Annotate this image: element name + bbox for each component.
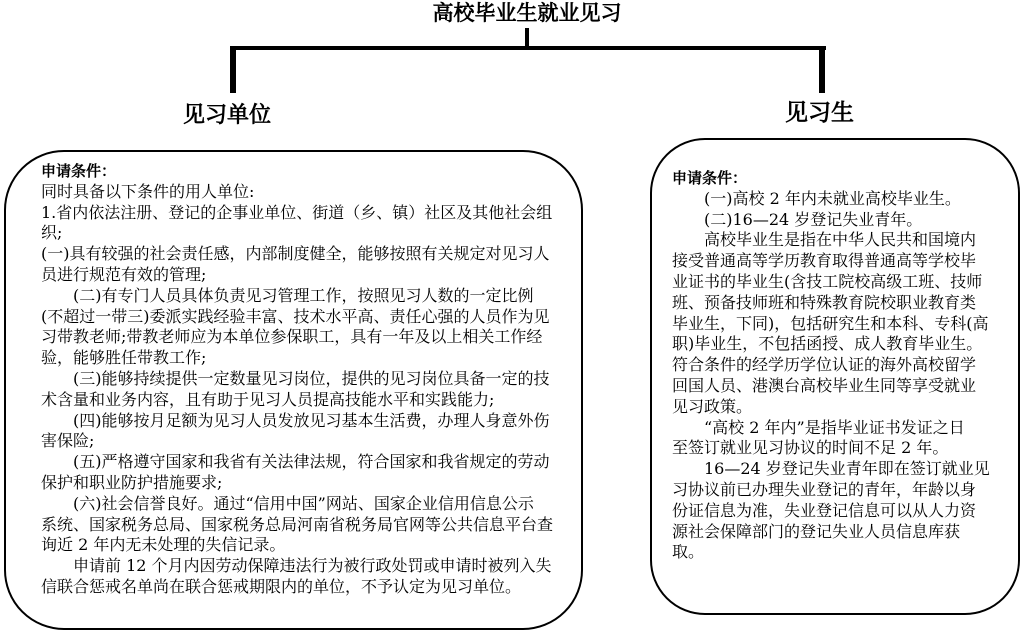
trainee-condition-line: (一)高校 2 年内未就业高校毕业生。 [704,188,961,208]
connector-horizontal [231,46,826,50]
unit-condition-line: (三)能够持续提供一定数量见习岗位，提供的见习岗位具备一定的技 [73,368,550,388]
unit-conditions-heading: 申请条件： [41,162,117,180]
unit-condition-line: (五)严格遵守国家和我省有关法律法规，符合国家和我省规定的劳动 [73,452,550,472]
trainee-condition-line: 16—24 岁登记失业青年即在签订就业见 [704,459,990,479]
trainee-condition-line: “高校 2 年内”是指毕业证书发证之日 [704,417,965,437]
trainee-condition-line: 职)毕业生，不包括函授、成人教育毕业生。 [672,334,983,354]
unit-condition-line: 员进行规范有效的管理; [41,264,207,284]
trainee-conditions-heading: 申请条件： [672,169,748,187]
trainee-condition-line: 见习政策。 [672,396,753,416]
unit-condition-line: 验，能够胜任带教工作; [41,348,207,368]
unit-condition-line: (四)能够按月足额为见习人员发放见习基本生活费，办理人身意外伤 [73,410,550,430]
unit-conditions-box [4,150,583,630]
trainee-condition-line: 符合条件的经学历学位认证的海外高校留学 [672,355,977,375]
unit-condition-line: (六)社会信誉良好。通过“信用中国”网站、国家企业信用信息公示 [73,493,534,513]
unit-condition-line: 保护和职业防护措施要求; [41,472,223,492]
trainee-condition-line: 份证信息为准，失业登记信息可以从人力资 [672,500,977,520]
connector-left-drop [230,46,236,93]
branch-label-trainee: 见习生 [785,99,854,126]
trainee-condition-line: (二)16—24 岁登记失业青年。 [704,209,923,229]
unit-condition-line: 织; [41,223,63,243]
unit-condition-line: (二)有专门人员具体负责见习管理工作，按照见习人数的一定比例 [73,285,534,305]
unit-condition-line: 术含量和业务内容，且有助于见习人员提高技能水平和实践能力; [41,389,495,409]
unit-condition-line: 1.省内依法注册、登记的企事业单位、街道（乡、镇）社区及其他社会组 [41,202,553,222]
unit-condition-line: (不超过一带三)委派实践经验丰富、技术水平高、责任心强的人员作为见 [41,306,550,326]
connector-right-drop [819,46,825,93]
trainee-condition-line: 接受普通高等学历教育取得普通高等学校毕 [672,251,977,271]
trainee-condition-line: 毕业生，下同)，包括研究生和本科、专科(高 [672,313,989,333]
unit-condition-line: 习带教老师;带教老师应为本单位参保职工，具有一年及以上相关工作经 [41,327,543,347]
unit-condition-line: 信联合惩戒名单尚在联合惩戒期限内的单位，不予认定为见习单位。 [41,576,522,596]
trainee-condition-line: 至签订就业见习协议的时间不足 2 年。 [672,438,949,458]
unit-condition-line: (一)具有较强的社会责任感，内部制度健全，能够按照有关规定对见习人 [41,244,550,264]
unit-condition-line: 申请前 12 个月内因劳动保障违法行为被行政处罚或申请时被列入失 [73,556,552,576]
trainee-condition-line: 班、预备技师班和特殊教育院校职业教育类 [672,292,977,312]
trainee-condition-line: 回国人员、港澳台高校毕业生同等享受就业 [672,375,977,395]
unit-condition-line: 害保险; [41,431,95,451]
trainee-condition-line: 源社会保障部门的登记失业人员信息库获 [672,521,961,541]
trainee-condition-line: 高校毕业生是指在中华人民共和国境内 [704,230,977,250]
branch-label-unit: 见习单位 [183,102,272,128]
trainee-condition-line: 习协议前已办理失业登记的青年，年龄以身 [672,479,977,499]
unit-condition-line: 同时具备以下条件的用人单位: [41,181,255,201]
unit-condition-line: 询近 2 年内无未处理的失信记录。 [41,535,286,555]
trainee-condition-line: 业证书的毕业生(含技工院校高级工班、技师 [672,271,983,291]
trainee-conditions-box [650,138,1020,615]
unit-condition-line: 系统、国家税务总局、国家税务总局河南省税务局官网等公共信息平台查 [41,514,554,534]
diagram-title: 高校毕业生就业见习 [432,0,622,25]
trainee-condition-line: 取。 [672,542,705,562]
